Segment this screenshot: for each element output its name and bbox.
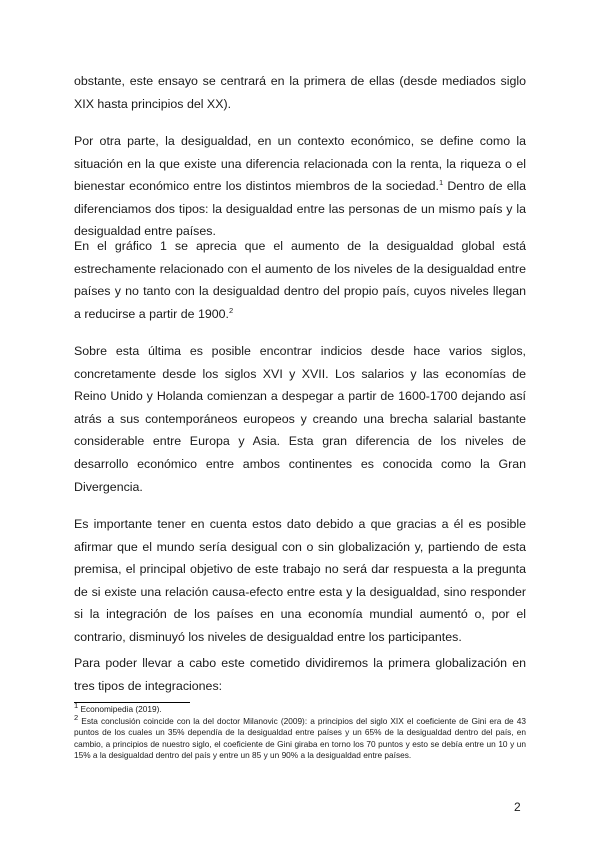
paragraph-5 (74, 513, 526, 649)
page-number: 2 (514, 800, 521, 814)
footnote-ref-1[interactable]: 1 (438, 178, 444, 188)
footnote-1-mark: 1 (74, 701, 79, 711)
paragraph-1-text: obstante, este ensayo se centrará en la primera de ellas (desde mediados siglo XIX hasta principios del XX). (74, 74, 526, 111)
footnote-2 (74, 713, 526, 762)
paragraph-3 (74, 235, 526, 325)
paragraph-4-text: Sobre esta última es posible encontrar indicios desde hace varios siglos, concretamente desde los siglos XVI y XVII. Los salarios y las economías de Reino Unido y Holanda comienzan a despegar a partir de 1600-1700 dejando así atrás a sus contemporáneos europeos y creando una brecha salarial bastante considerable entre Europa y Asia. Esta gran diferencia de los niveles de desarrollo económico entre ambos continentes es conocida como la Gran Divergencia. (74, 344, 526, 494)
footnote-ref-2[interactable]: 2 (228, 305, 234, 315)
footnote-separator (74, 702, 190, 703)
paragraph-6-text: Para poder llevar a cabo este cometido dividiremos la primera globalización en tres tipos de integraciones: (74, 656, 526, 693)
footnote-2-text: Esta conclusión coincide con la del doctor Milanovic (2009): a principios del siglo XIX el coeficiente de Gini era de 43 puntos de los cuales un 35% dependía de la desigualdad entre países y un 65% de la desigualdad dentro del país, en cambio, a principios de nuestro siglo, el coeficiente de Gini giraba en torno los 70 puntos y esto se debía entre un 10 y un 15% a la desigualdad dentro del país y entre un 85 y un 90% a la desigualdad entre países. (74, 716, 526, 761)
paragraph-3-text: En el gráfico 1 se aprecia que el aumento de la desigualdad global está estrechamente relacionado con el aumento de los niveles de la desigualdad entre países y no tanto con la desigualdad dentro del propio país, cuyos niveles llegan a reducirse a partir de 1900. (74, 239, 526, 321)
paragraph-6 (74, 652, 526, 697)
footnote-1-text: Economipedia (2019). (80, 704, 162, 714)
paragraph-2 (74, 130, 526, 243)
footnote-2-mark: 2 (74, 713, 79, 723)
paragraph-2-text-b: Dentro de ella diferenciamos dos tipos: la desigualdad entre las personas de un mismo país y la desigualdad entre países. (74, 179, 526, 239)
paragraph-4 (74, 340, 526, 498)
paragraph-1 (74, 70, 526, 115)
footnote-1 (74, 701, 526, 715)
paragraph-5-text: Es importante tener en cuenta estos dato debido a que gracias a él es posible afirmar que el mundo sería desigual con o sin globalización y, partiendo de esta premisa, el principal objetivo de este trabajo no será dar respuesta a la pregunta de si existe una relación causa-efecto entre esta y la desigualdad, sino responder si la integración de los países en una economía mundial aumentó o, por el contrario, disminuyó los niveles de desigualdad entre los participantes. (74, 517, 526, 644)
paragraph-2-text-a: Por otra parte, la desigualdad, en un contexto económico, se define como la situación en la que existe una diferencia relacionada con la renta, la riqueza o el bienestar económico entre los distintos miembros de la sociedad. (74, 134, 526, 194)
